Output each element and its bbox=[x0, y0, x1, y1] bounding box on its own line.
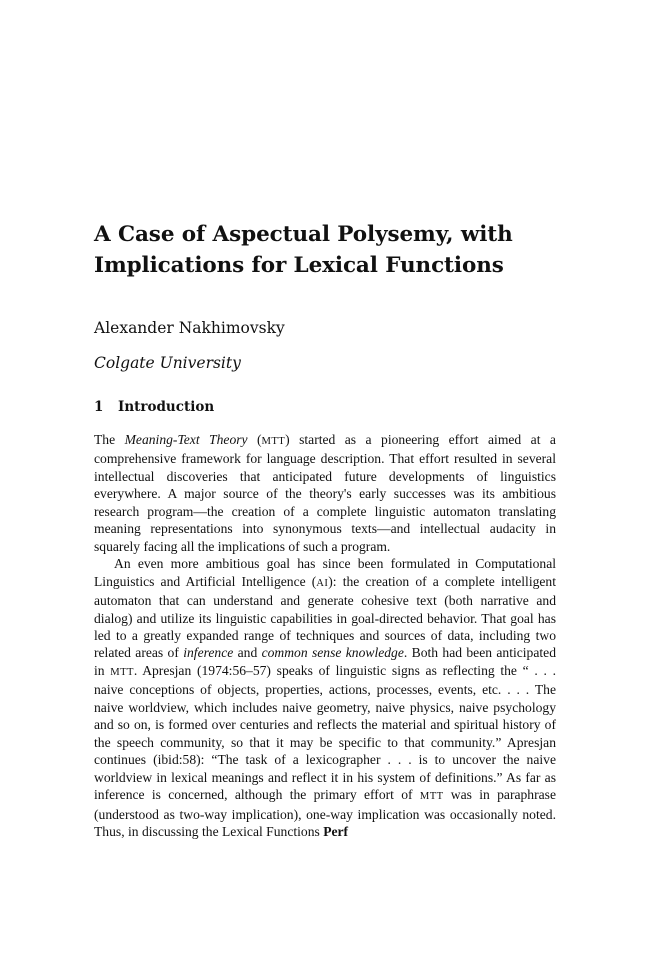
small-caps-acronym: MTT bbox=[261, 436, 286, 447]
text-run: An even more ambitious goal has since been formulated in Computational Linguistics and Artificial Intelligence ( bbox=[94, 556, 556, 589]
small-caps-acronym: AI bbox=[316, 577, 329, 589]
body-text bbox=[94, 431, 556, 840]
section-title: Introduction bbox=[118, 399, 215, 415]
paragraph-2 bbox=[94, 555, 556, 840]
section-heading bbox=[94, 398, 214, 416]
text-run: was in paraphrase (understood as two-way implication), one-way implication was occasionally noted. Thus, in discussing the Lexical Functions bbox=[94, 787, 556, 839]
text-run: and bbox=[233, 645, 262, 661]
text-run: . Both had been anticipated in bbox=[94, 645, 556, 678]
author-name: Alexander Nakhimovsky bbox=[94, 319, 285, 337]
bold-term: Perf bbox=[323, 823, 349, 839]
italic-term: common sense knowledge bbox=[261, 645, 404, 661]
text-run: The bbox=[94, 432, 125, 447]
small-caps-acronym: MTT bbox=[110, 666, 134, 678]
small-caps-acronym: MTT bbox=[419, 791, 444, 803]
italic-term: Meaning-Text Theory bbox=[124, 432, 248, 447]
section-number: 1 bbox=[94, 399, 104, 415]
paragraph-1 bbox=[94, 431, 556, 555]
title-line-1: A Case of Aspectual Polysemy, with bbox=[94, 222, 513, 247]
paper-title bbox=[94, 219, 574, 281]
author-affiliation: Colgate University bbox=[94, 354, 241, 372]
text-run: ) started as a pioneering effort aimed at a comprehensive framework for language description. That effort resulted in several intellectual discoveries that anticipated future developments of linguistics everywhere. A major source of the theory's early successes was its ambitious research program—the creation of a complete linguistic automaton translating meaning representations into synonymous texts—and intellectual audacity in squarely facing all the implications of such a program. bbox=[94, 432, 556, 554]
text-run: ): the creation of a complete intelligent automaton that can understand and generate cohesive text (both narrative and dialog) and utilize its linguistic capabilities in goal-directed behavior. That goal has led to a greatly expanded range of techniques and sources of data, including two related areas of bbox=[94, 573, 556, 661]
text-run: . Apresjan (1974:56–57) speaks of linguistic signs as reflecting the “ . . . naive conceptions of objects, properties, actions, processes, events, etc. . . . The naive worldview, which includes naive geometry, naive physics, naive psychology and so on, is formed over centuries and reflects the material and spiritual history of the speech community, so that it may be specific to that community.” Apresjan continues (ibid:58): “The task of a lexicographer . . . is to uncover the naive worldview in lexical meanings and reflect it in his system of definitions.” As far as inference is concerned, although the primary effort of bbox=[94, 662, 556, 803]
italic-term: inference bbox=[183, 645, 234, 661]
text-run: ( bbox=[247, 432, 262, 447]
title-line-2: Implications for Lexical Functions bbox=[94, 253, 504, 278]
